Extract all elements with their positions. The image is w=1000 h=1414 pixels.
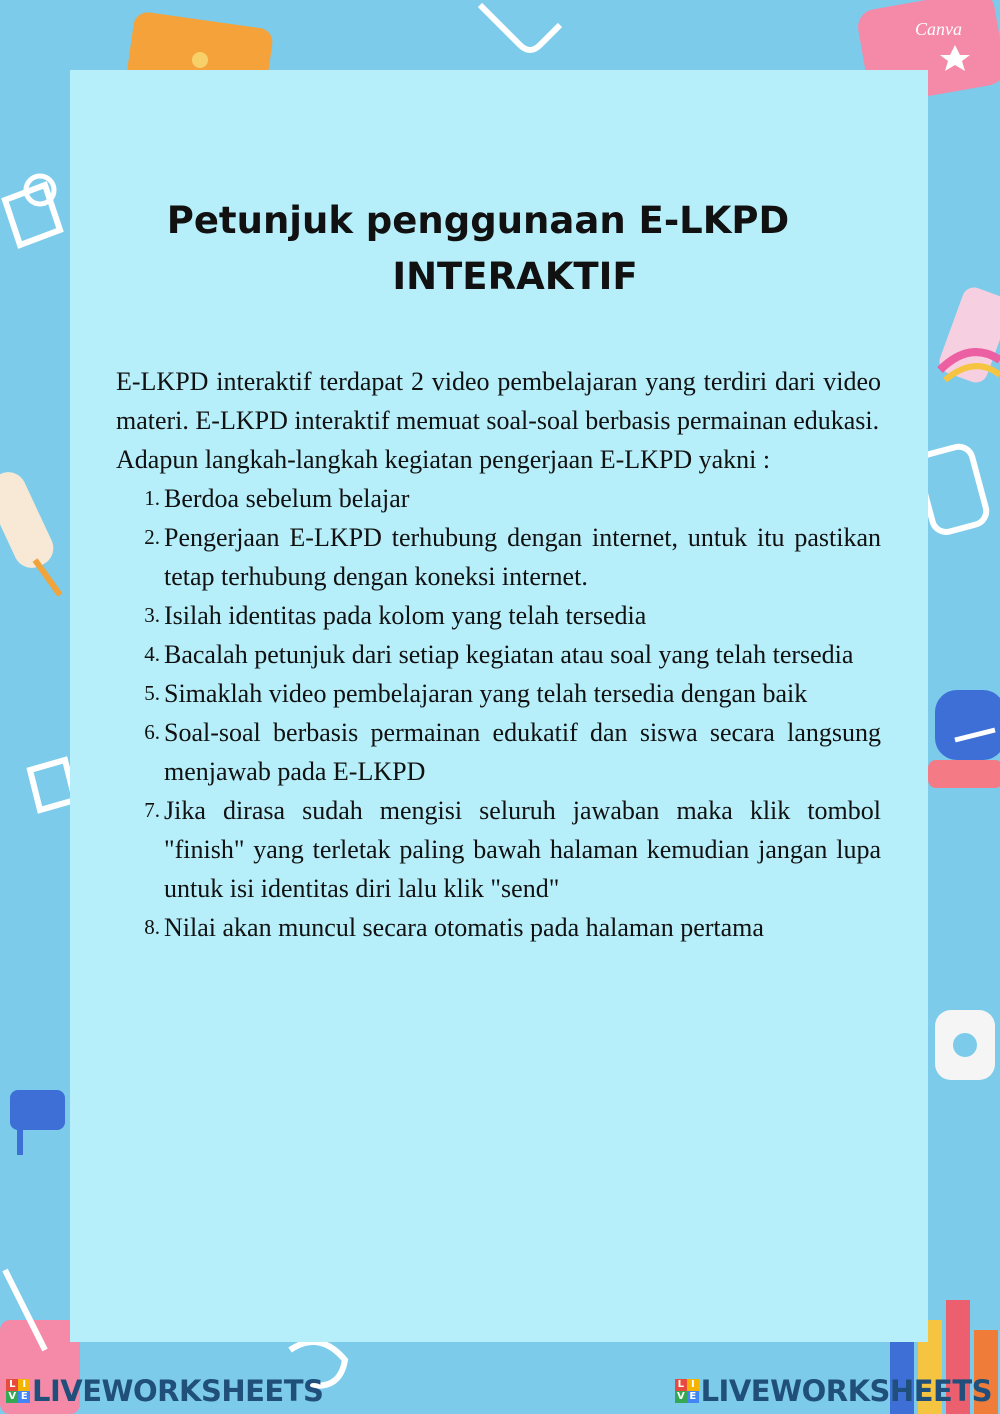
glue-bottle-icon [0, 466, 60, 595]
steps-list [116, 479, 881, 947]
step-text: Isilah identitas pada kolom yang telah tersedia [164, 601, 647, 630]
liveworksheets-brand-left[interactable] [6, 1374, 323, 1408]
step-text: Soal-soal berbasis permainan edukatif dan siswa secara langsung menjawab pada E-LKPD [164, 718, 881, 786]
list-item [116, 791, 881, 908]
step-text: Jika dirasa sudah mengisi seluruh jawaban maka klik tombol "finish" yang terletak paling bawah halaman kemudian jangan lupa untuk isi identitas diri lalu klik "send" [164, 796, 881, 903]
step-text: Nilai akan muncul secara otomatis pada halaman pertama [164, 913, 764, 942]
intro-paragraph: E-LKPD interaktif terdapat 2 video pembelajaran yang terdiri dari video materi. E-LKPD interaktif memuat soal-soal berbasis permainan edukasi. [116, 367, 881, 435]
liveworksheets-brand-right[interactable] [675, 1374, 992, 1408]
page-title [0, 193, 1000, 305]
step-number: 8. [144, 915, 160, 939]
list-item [116, 635, 881, 674]
list-item [116, 674, 881, 713]
list-item [116, 713, 881, 791]
step-number: 5. [144, 681, 160, 705]
list-item [116, 908, 881, 947]
stapler-icon [928, 690, 1000, 788]
pencil-sharpener-right-icon [935, 1010, 995, 1080]
paper-clip-icon [480, 5, 560, 50]
lead-paragraph: Adapun langkah-langkah kegiatan pengerjaan E-LKPD yakni : [116, 445, 771, 474]
title-line-1: Petunjuk penggunaan E-LKPD [166, 198, 790, 242]
list-item [116, 479, 881, 518]
liveworksheets-logo-icon: L I V E [675, 1379, 699, 1403]
canva-label: Canva [915, 19, 962, 39]
list-item [116, 596, 881, 635]
instructions-body [116, 362, 881, 947]
step-number: 2. [144, 525, 160, 549]
brand-text: LIVEWORKSHEETS [700, 1374, 992, 1408]
blue-pin-icon [10, 1090, 65, 1155]
step-number: 3. [144, 603, 160, 627]
step-number: 7. [144, 798, 160, 822]
liveworksheets-logo-icon: L I V E [6, 1379, 30, 1403]
title-line-2: INTERAKTIF [392, 254, 638, 298]
step-number: 4. [144, 642, 160, 666]
step-text: Berdoa sebelum belajar [164, 484, 410, 513]
brand-text: LIVEWORKSHEETS [32, 1374, 324, 1408]
list-item [116, 518, 881, 596]
step-number: 1. [144, 486, 160, 510]
clip-icon-left [30, 760, 75, 810]
step-text: Pengerjaan E-LKPD terhubung dengan internet, untuk itu pastikan tetap terhubung dengan koneksi internet. [164, 523, 881, 591]
step-text: Simaklah video pembelajaran yang telah tersedia dengan baik [164, 679, 808, 708]
step-text: Bacalah petunjuk dari setiap kegiatan atau soal yang telah tersedia [164, 640, 854, 669]
step-number: 6. [144, 720, 160, 744]
